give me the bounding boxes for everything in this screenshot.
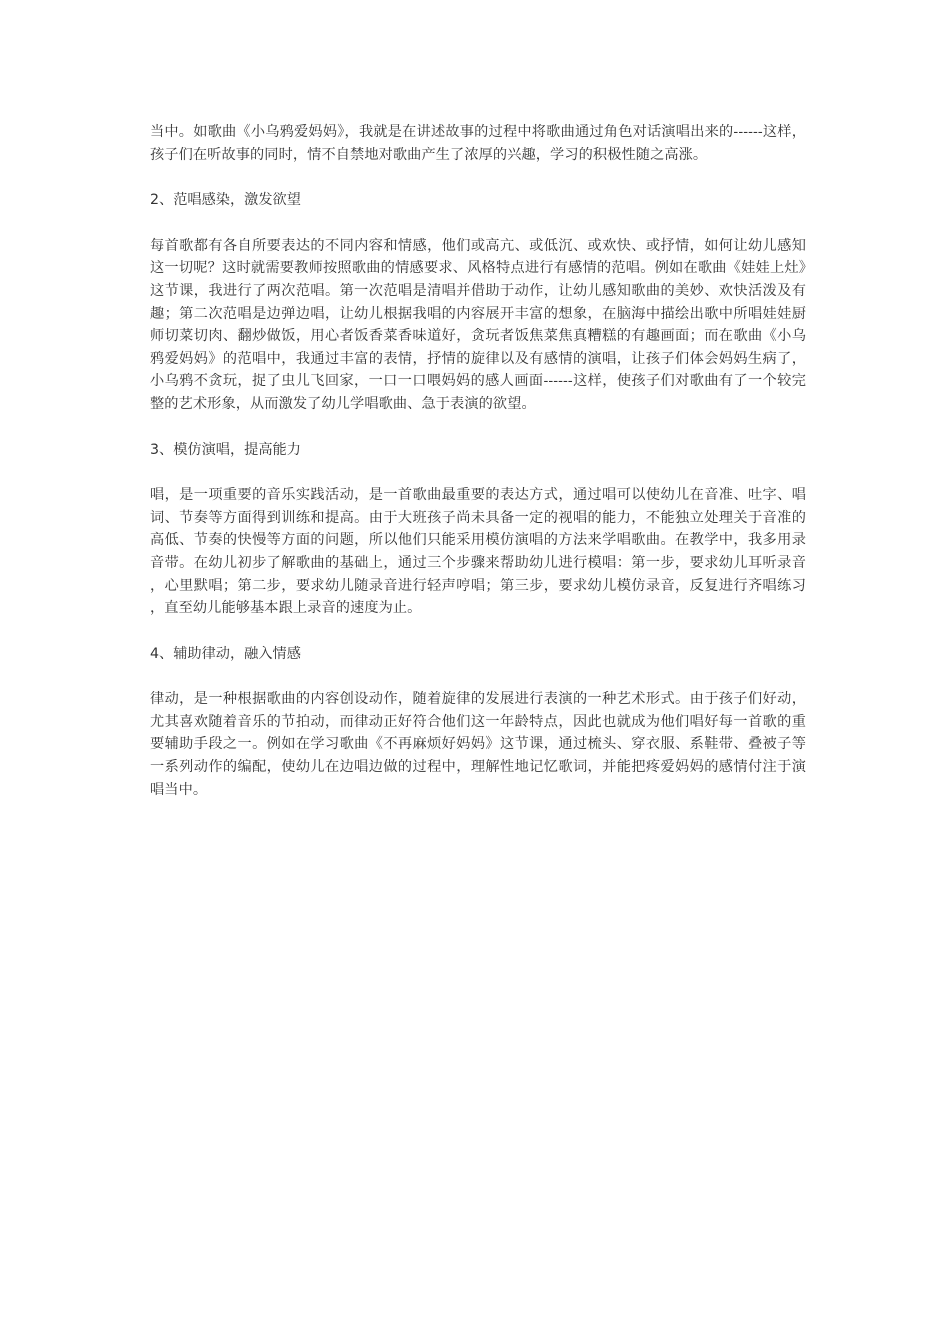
section-2-heading: 2、范唱感染，激发欲望 bbox=[150, 192, 301, 209]
section-4-paragraph: 律动，是一种根据歌曲的内容创设动作，随着旋律的发展进行表演的一种艺术形式。由于孩子们好动，尤其喜欢随着音乐的节拍动，而律动正好符合他们这一年龄特点，因此也就成为他们唱好每一首歌的重要辅助手段之一。例如在学习歌曲《不再麻烦好妈妈》这节课，通过梳头、穿衣服、系鞋带、叠被子等一系列动作的编配，使幼儿在边唱边做的过程中，理解性地记忆歌词，并能把疼爱妈妈的感情付注于演唱当中。 bbox=[150, 691, 806, 798]
section-4-heading: 4、辅助律动，融入情感 bbox=[150, 645, 301, 662]
document-page bbox=[150, 121, 806, 801]
section-3-paragraph: 唱，是一项重要的音乐实践活动，是一首歌曲最重要的表达方式，通过唱可以使幼儿在音准、吐字、唱词、节奏等方面得到训练和提高。由于大班孩子尚未具备一定的视唱的能力，不能独立处理关于音准的高低、节奏的快慢等方面的问题，所以他们只能采用模仿演唱的方法来学唱歌曲。在教学中，我多用录音带。在幼儿初步了解歌曲的基础上，通过三个步骤来帮助幼儿进行模唱：第一步，要求幼儿耳听录音，心里默唱；第二步，要求幼儿随录音进行轻声哼唱；第三步，要求幼儿模仿录音，反复进行齐唱练习，直至幼儿能够基本跟上录音的速度为止。 bbox=[150, 487, 806, 617]
section-3-heading: 3、模仿演唱，提高能力 bbox=[150, 441, 301, 458]
section-2-paragraph: 每首歌都有各自所要表达的不同内容和情感，他们或高亢、或低沉、或欢快、或抒情，如何让幼儿感知这一切呢？这时就需要教师按照歌曲的情感要求、风格特点进行有感情的范唱。例如在歌曲《娃娃上灶》这节课，我进行了两次范唱。第一次范唱是清唱并借助于动作，让幼儿感知歌曲的美妙、欢快活泼及有趣；第二次范唱是边弹边唱，让幼儿根据我唱的内容展开丰富的想象，在脑海中描绘出歌中所唱娃娃厨师切菜切肉、翻炒做饭，用心者饭香菜香味道好，贪玩者饭焦菜焦真糟糕的有趣画面；而在歌曲《小乌鸦爱妈妈》的范唱中，我通过丰富的表情，抒情的旋律以及有感情的演唱，让孩子们体会妈妈生病了，小乌鸦不贪玩，捉了虫儿飞回家，一口一口喂妈妈的感人画面------这样，使孩子们对歌曲有了一个较完整的艺术形象，从而激发了幼儿学唱歌曲、急于表演的欲望。 bbox=[150, 237, 806, 412]
intro-paragraph: 当中。如歌曲《小乌鸦爱妈妈》，我就是在讲述故事的过程中将歌曲通过角色对话演唱出来的------这样，孩子们在听故事的同时，情不自禁地对歌曲产生了浓厚的兴趣，学习的积极性随之高涨。 bbox=[150, 124, 806, 163]
